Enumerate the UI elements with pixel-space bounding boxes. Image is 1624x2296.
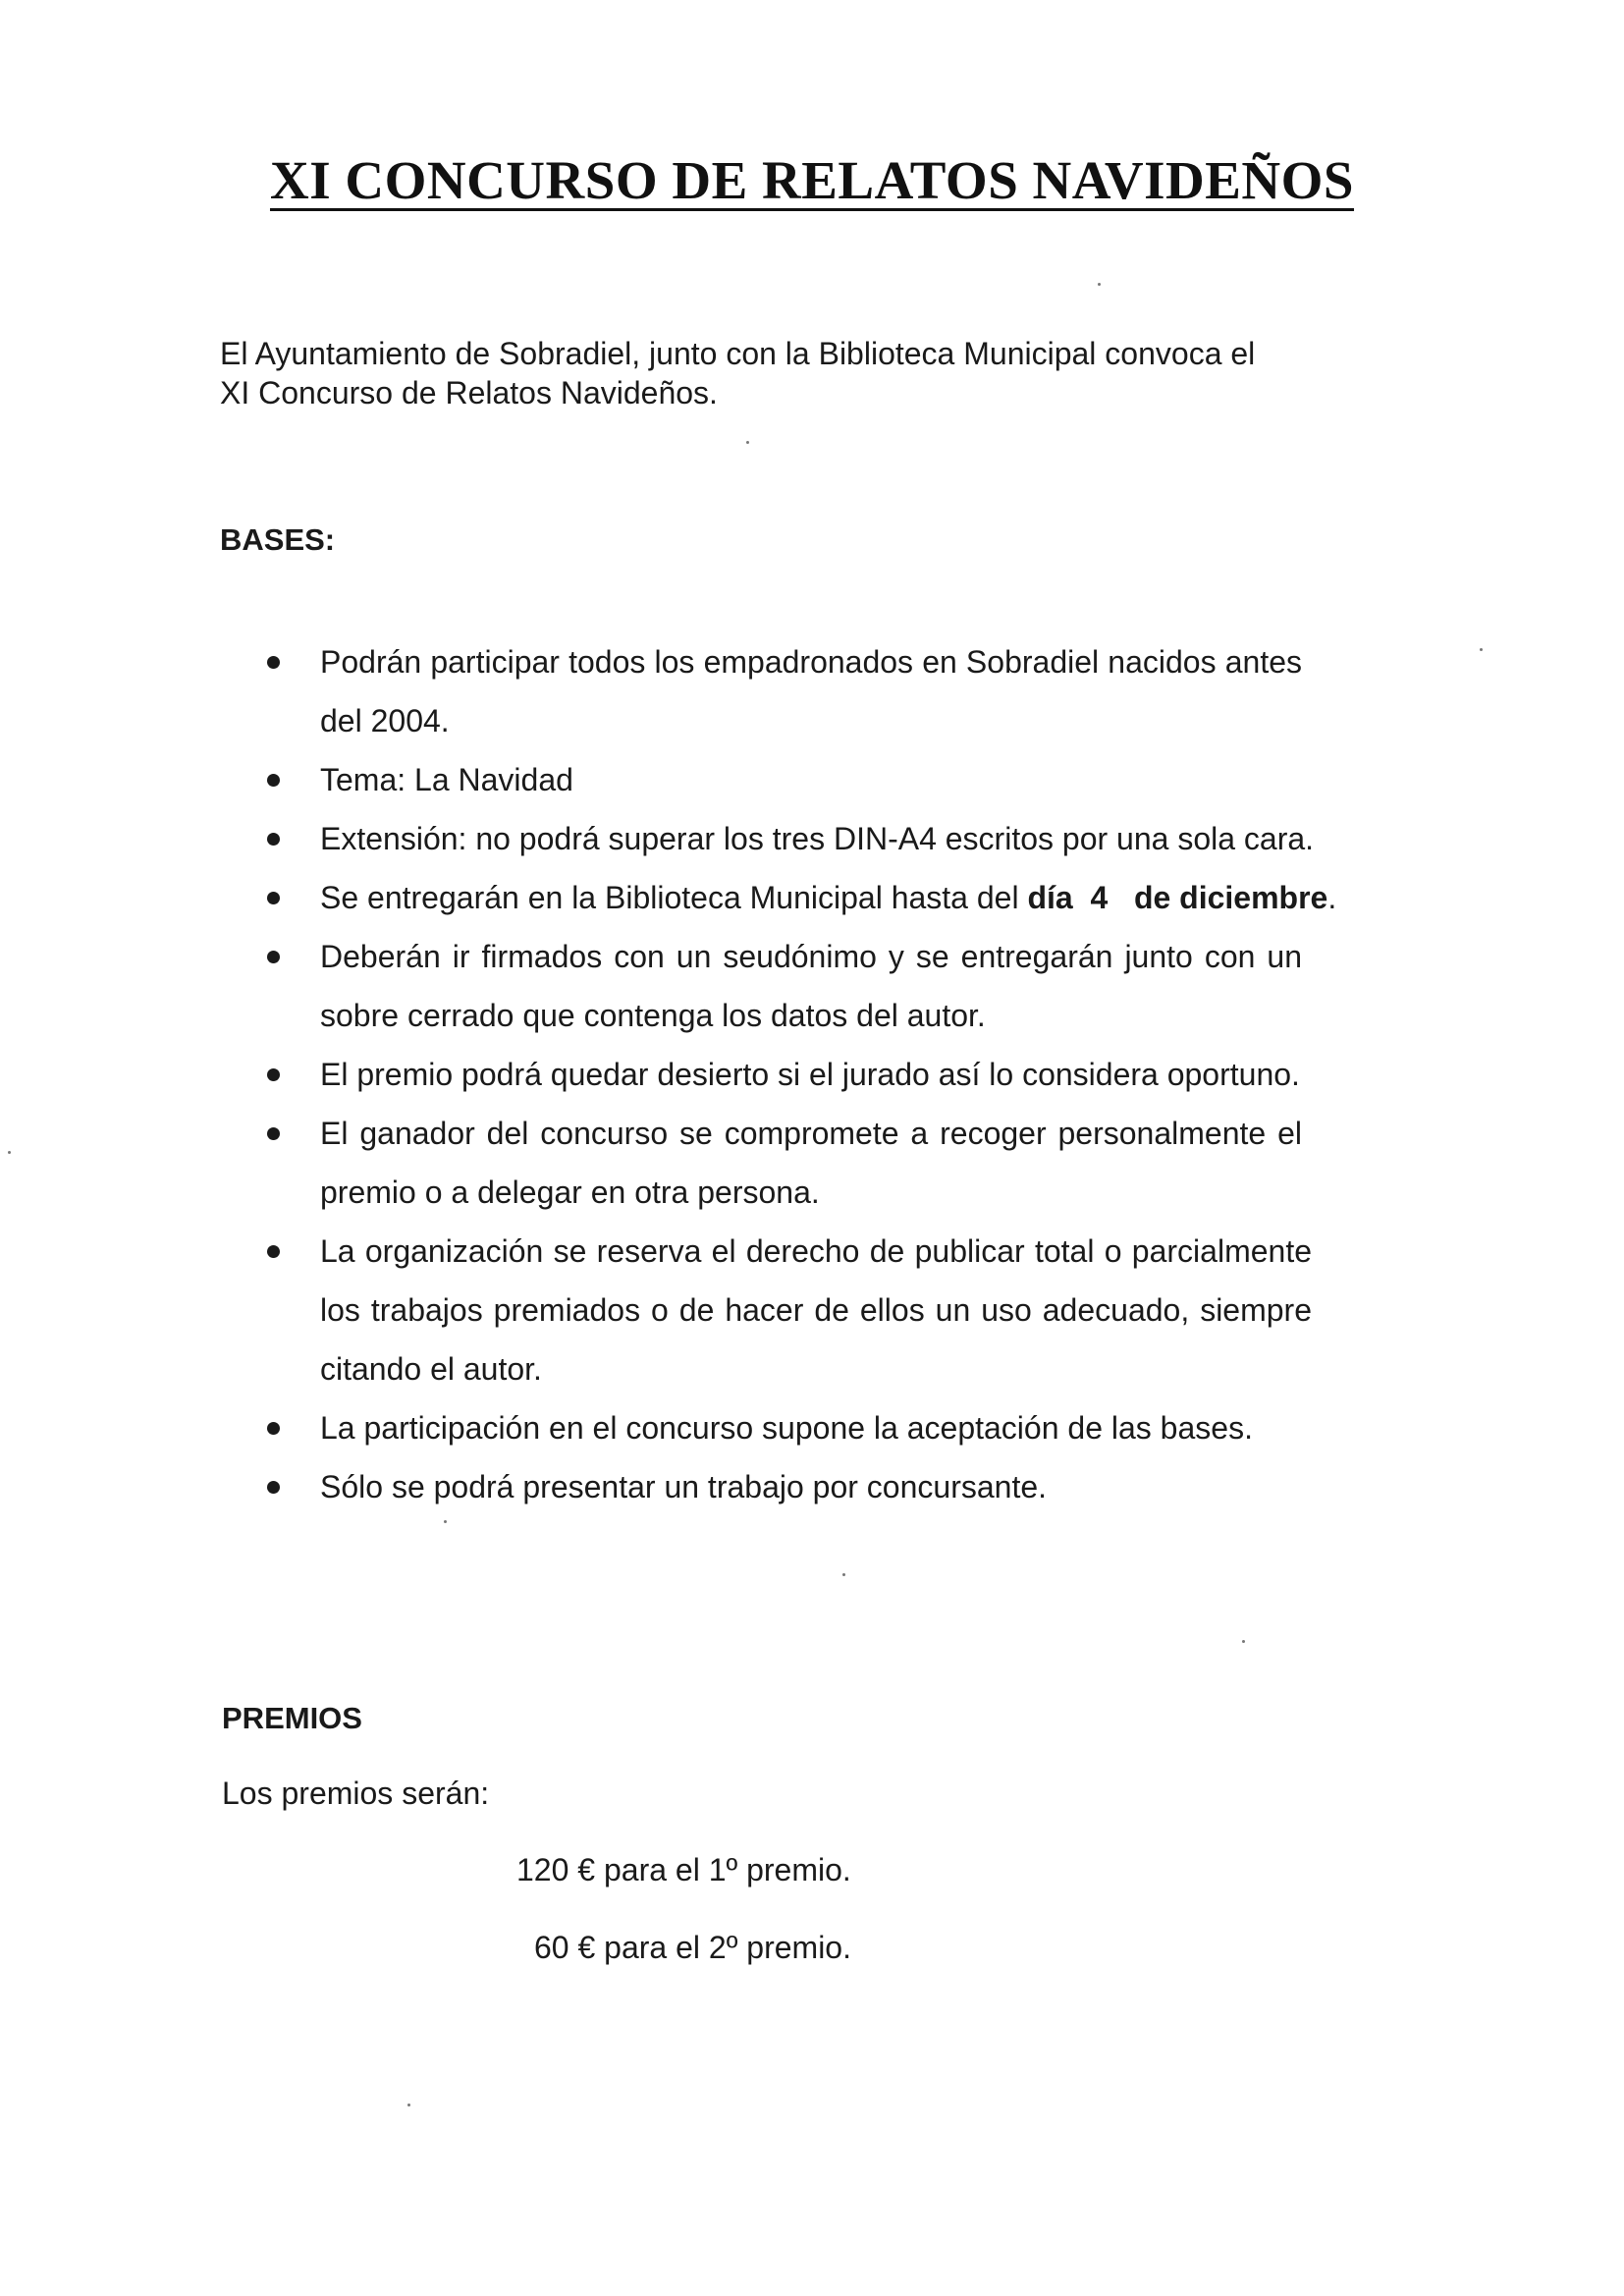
bases-item-text: La organización se reserva el derecho de publicar total o parcialmente los trabajos premiados o de hacer de ellos un uso adecuado, siempre citando el autor. [320, 1233, 1312, 1387]
scan-speck [407, 2104, 410, 2106]
bases-item-text: El ganador del concurso se compromete a recoger personalmente el premio o a delegar en otra persona. [320, 1116, 1302, 1210]
bases-heading: BASES: [220, 522, 336, 557]
intro-line: El Ayuntamiento de Sobradiel, junto con la Biblioteca Municipal convoca el [220, 336, 1256, 371]
premios-heading: PREMIOS [222, 1701, 362, 1735]
second-prize: 60 € para el 2º premio. [534, 1930, 851, 1965]
bases-item-text: Podrán participar todos los empadronados en Sobradiel nacidos antes del 2004. [320, 644, 1302, 738]
bases-item-text: Extensión: no podrá superar los tres DIN-A4 escritos por una sola cara. [320, 821, 1315, 856]
bullet-icon [267, 1245, 280, 1258]
bullet-icon [267, 1481, 280, 1494]
intro-line: XI Concurso de Relatos Navideños. [220, 375, 718, 410]
bullet-icon [267, 656, 280, 669]
bases-item-text: . [1327, 880, 1337, 915]
bullet-icon [267, 774, 280, 787]
bases-item [267, 1045, 1396, 1104]
scan-speck [746, 441, 749, 444]
bases-item [267, 750, 1396, 809]
scan-speck [1480, 648, 1483, 651]
bases-item [267, 1104, 1396, 1222]
bases-list [267, 632, 1396, 1516]
scan-speck [842, 1573, 845, 1576]
bases-item [267, 868, 1396, 927]
document-title: XI CONCURSO DE RELATOS NAVIDEÑOS [269, 150, 1355, 210]
bases-item-text: Tema: La Navidad [320, 762, 573, 797]
deadline-date: día 4 de diciembre [1027, 880, 1328, 915]
bullet-icon [267, 951, 280, 963]
bases-item [267, 927, 1396, 1045]
premios-intro: Los premios serán: [222, 1776, 490, 1811]
bases-item-text: Sólo se podrá presentar un trabajo por concursante. [320, 1469, 1048, 1504]
bullet-icon [267, 833, 280, 846]
scan-speck [8, 1151, 11, 1154]
bases-item-text: El premio podrá quedar desierto si el jurado así lo considera oportuno. [320, 1057, 1300, 1092]
bases-item-text: Se entregarán en la Biblioteca Municipal hasta del [320, 880, 1028, 915]
bullet-icon [267, 1127, 280, 1140]
bases-item [267, 1222, 1396, 1398]
bullet-icon [267, 1068, 280, 1081]
bases-item-text: La participación en el concurso supone la aceptación de las bases. [320, 1410, 1253, 1446]
scan-speck [1242, 1640, 1245, 1643]
intro-paragraph [220, 334, 1339, 412]
bases-item [267, 809, 1396, 868]
first-prize: 120 € para el 1º premio. [516, 1852, 851, 1887]
bases-item [267, 632, 1396, 750]
bullet-icon [267, 1422, 280, 1435]
scan-speck [444, 1520, 447, 1523]
bases-item [267, 1457, 1396, 1516]
scan-speck [1098, 283, 1101, 286]
bases-item [267, 1398, 1396, 1457]
bases-item-text: Deberán ir firmados con un seudónimo y se entregarán junto con un sobre cerrado que contenga los datos del autor. [320, 939, 1302, 1033]
bullet-icon [267, 892, 280, 904]
